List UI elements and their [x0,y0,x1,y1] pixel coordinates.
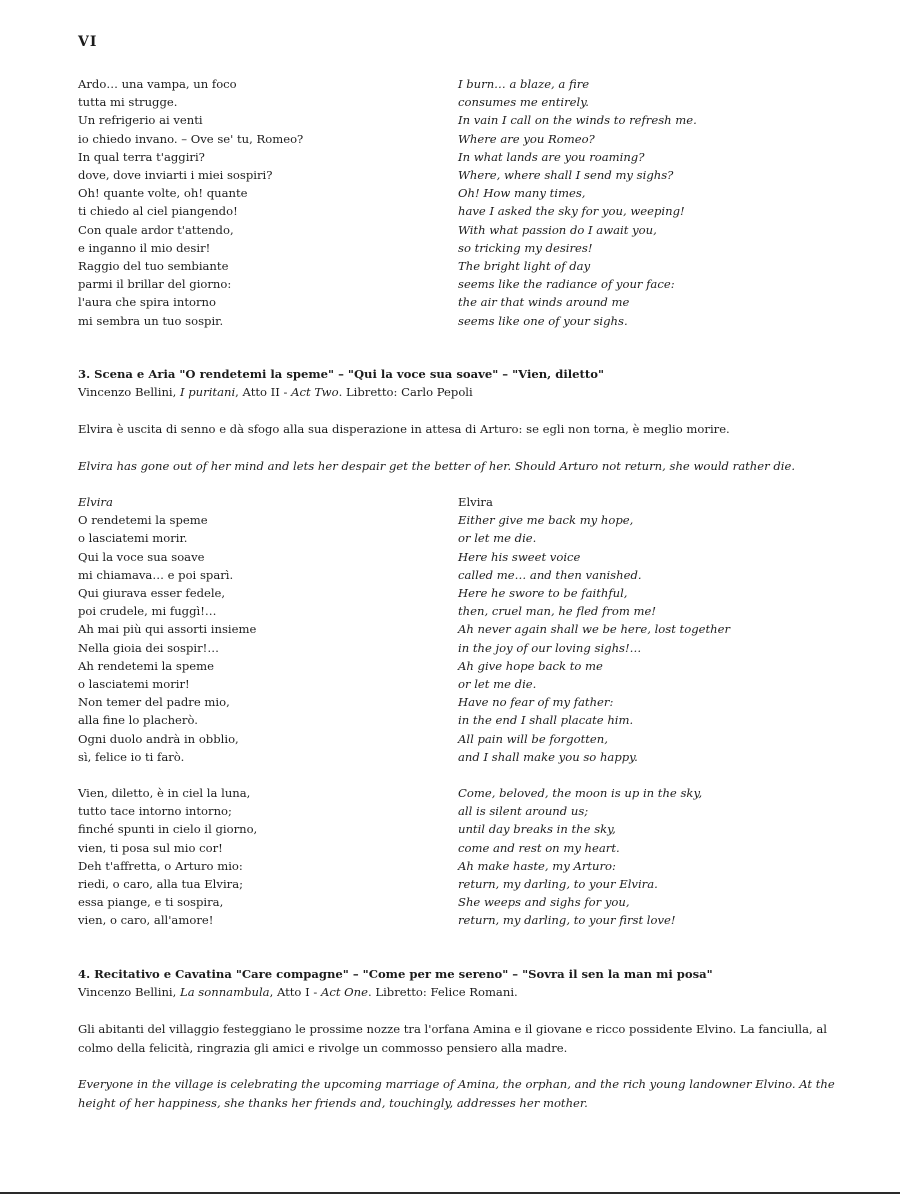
verse-line: Have no fear of my father: [458,695,614,710]
section4-credit: Vincenzo Bellini, La sonnambula, Atto I - Act One. Libretto: Felice Romani. [78,985,518,999]
verse-line: Qui giurava esser fedele, [78,586,226,601]
verse-line: With what passion do I await you, [458,222,657,237]
verse-line: o lasciatemi morir! [78,677,190,692]
verse-line: alla fine lo placherò. [78,713,198,728]
verse1-italian [78,75,438,330]
verse-line: come and rest on my heart. [458,840,620,855]
verse-line: ti chiedo al ciel piangendo! [78,204,238,219]
verse-line: return, my darling, to your Elvira. [458,877,658,892]
role-label-italian: Elvira [78,495,113,509]
verse-line: then, cruel man, he fled from me! [458,604,657,619]
page-number: VI [78,34,98,50]
verse-line: I burn… a blaze, a fire [458,77,590,91]
section4-synopsis-english: Everyone in the village is celebrating the upcoming marriage of Amina, the orphan, and the rich young landowner Elvino. At the height of her happiness, she thanks her friends and, touchingly, addresses her mother. [78,1077,835,1110]
verse-line: Ah rendetemi la speme [78,658,214,673]
verse-line: Oh! quante volte, oh! quante [78,186,248,201]
verse1-english [458,75,838,330]
verse-line: Here he swore to be faithful, [458,586,628,601]
section3-synopsis-english: Elvira has gone out of her mind and lets her despair get the better of her. Should Arturo not return, she would rather die. [78,459,796,473]
section3-credit: Vincenzo Bellini, I puritani, Atto II - Act Two. Libretto: Carlo Pepoli [78,385,473,399]
verse-line: In vain I call on the winds to refresh me. [458,113,697,128]
verse-line: Ah mai più qui assorti insieme [78,622,257,637]
verse-line: Deh t'affretta, o Arturo mio: [78,858,243,873]
verse-line: tutto tace intorno intorno; [78,804,232,819]
verse-line: sì, felice io ti farò. [78,749,185,764]
verse-line: Here his sweet voice [458,549,581,564]
verse-line: All pain will be forgotten, [458,731,608,746]
verse-line: or let me die. [458,677,537,692]
verse-line: vien, ti posa sul mio cor! [78,840,223,855]
role-label-english: Elvira [458,495,493,509]
verse-line: in the end I shall placate him. [458,713,634,728]
section3-heading: 3. Scena e Aria "O rendetemi la speme" – "Qui la voce sua soave" – "Vien, diletto" [78,367,605,381]
verse-line: Ah give hope back to me [458,658,603,673]
verse-line: finché spunti in cielo il giorno, [78,822,258,837]
verse-line: Un refrigerio ai venti [78,113,203,128]
section4-heading: 4. Recitativo e Cavatina "Care compagne" – "Come per me sereno" – "Sovra il sen la man mi posa" [78,967,713,981]
verse-line: all is silent around us; [458,804,589,819]
verse-line: vien, o caro, all'amore! [78,913,214,928]
verse-line: consumes me entirely. [458,95,589,110]
verse-line: Come, beloved, the moon is up in the sky, [458,786,703,800]
verse-line: io chiedo invano. – Ove se' tu, Romeo? [78,131,304,146]
section3-synopsis-italian: Elvira è uscita di senno e dà sfogo alla sua disperazione in attesa di Arturo: se egli non torna, è meglio morire. [78,422,730,436]
verse-line: so tricking my desires! [458,240,593,255]
verse-list [458,511,838,766]
verse-line: Qui la voce sua soave [78,549,205,564]
verse-line: She weeps and sighs for you, [458,895,630,910]
verse-line: e inganno il mio desir! [78,240,211,255]
verse-line: mi chiamava… e poi sparì. [78,567,234,582]
verse-line: Non temer del padre mio, [78,695,230,710]
verse-line: and I shall make you so happy. [458,749,638,764]
verse-line: parmi il brillar del giorno: [78,277,232,292]
verse-line: Either give me back my hope, [458,513,634,528]
verse-line: called me… and then vanished. [458,567,642,582]
verse-line: Where are you Romeo? [458,131,595,146]
verse-line: mi sembra un tuo sospir. [78,313,224,328]
section4-synopsis-italian: Gli abitanti del villaggio festeggiano le prossime nozze tra l'orfana Amina e il giovane e ricco possidente Elvino. La fanciulla, al colmo della felicità, ringrazia gli amici e rivolge un commosso pensiero alla madre. [78,1022,828,1055]
verse-line: The bright light of day [458,259,591,274]
verse-line: seems like one of your sighs. [458,313,628,328]
verse-line: Ah never again shall we be here, lost together [458,622,731,637]
verse-line: tutta mi strugge. [78,95,178,110]
verse-line: In qual terra t'aggiri? [78,149,205,164]
verse-line: return, my darling, to your first love! [458,913,676,928]
verse-line: Oh! How many times, [458,186,586,201]
verse-line: Ah make haste, my Arturo: [458,858,616,873]
verse-line: Con quale ardor t'attendo, [78,222,234,237]
section3-italian-verses [78,493,438,766]
verse-line: the air that winds around me [458,295,630,310]
section3-english-verses [458,493,838,766]
verse-line: in the joy of our loving sighs!… [458,640,642,655]
verse-line: Nella gioia dei sospir!… [78,640,219,655]
verse-line: seems like the radiance of your face: [458,277,675,292]
verse-line: dove, dove inviarti i miei sospiri? [78,168,273,183]
verse-line: o lasciatemi morir. [78,531,188,546]
verse-line: poi crudele, mi fuggì!… [78,604,217,619]
verse-line: Ogni duolo andrà in obblio, [78,731,239,746]
verse-line: Where, where shall I send my sighs? [458,168,674,183]
verse-line: O rendetemi la speme [78,513,208,528]
verse-line: In what lands are you roaming? [458,149,645,164]
verse-line: Vien, diletto, è in ciel la luna, [78,786,251,800]
verse-line: riedi, o caro, alla tua Elvira; [78,877,244,892]
verse-line: until day breaks in the sky, [458,822,616,837]
verse-line: l'aura che spira intorno [78,295,216,310]
verse-line: Ardo… una vampa, un foco [78,77,237,91]
verse-line: have I asked the sky for you, weeping! [458,204,685,219]
verse-line: Raggio del tuo sembiante [78,259,229,274]
verse-list [78,511,438,766]
verse-line: or let me die. [458,531,537,546]
section3-english-verses-b [458,784,838,930]
verse-line: essa piange, e ti sospira, [78,895,224,910]
section3-italian-verses-b [78,784,438,930]
